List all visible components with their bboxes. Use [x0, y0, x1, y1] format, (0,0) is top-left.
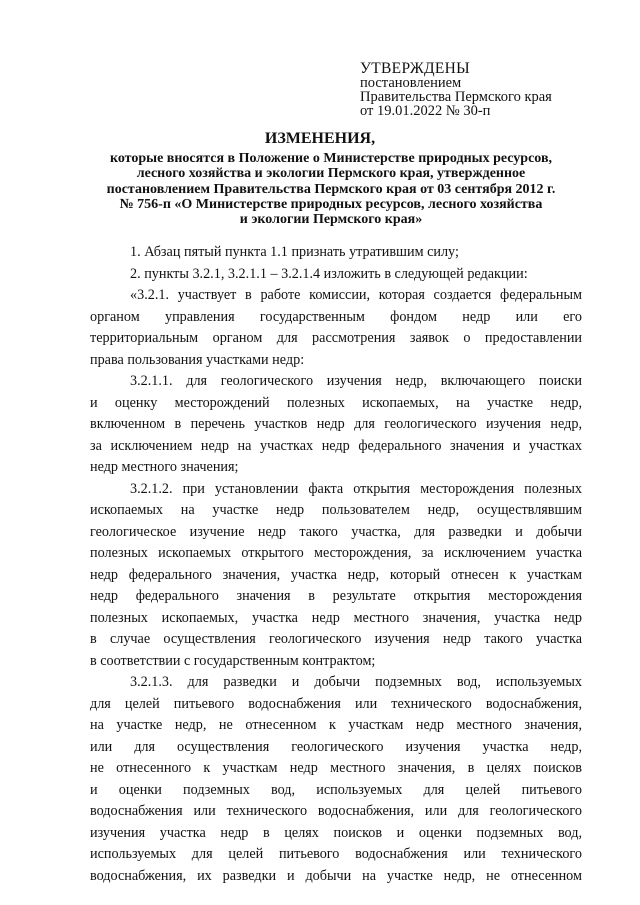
body-line: за исключением недр на участках недр федерального значения и участках [90, 437, 582, 454]
body-line: ископаемых на участке недр пользователем недр, осуществлявшим [90, 502, 582, 518]
body-line: 3.2.1.2. при установлении факта открытия месторождения полезных [130, 480, 582, 497]
body-line: и оценку месторождений полезных ископаемых, на участке недр, [90, 394, 582, 411]
body-line: или для осуществления геологического изучения участка недр, [90, 738, 582, 755]
body-line: изучения участка недр в целях поисков и оценки подземных вод, [90, 824, 582, 841]
body-line: органом управления государственным фондом недр или его [90, 308, 582, 325]
approval-line: постановлением [360, 75, 462, 91]
body-line: не отнесенного к участкам недр местного значения, в целях поисков [90, 760, 582, 776]
body-line: в случае осуществления геологического изучения недр такого участка [90, 631, 582, 647]
body-line: права пользования участками недр: [90, 351, 305, 368]
body-line: для целей питьевого водоснабжения или технического водоснабжения, [90, 695, 582, 712]
body-line: в соответствии с государственным контрактом; [90, 652, 376, 669]
body-line: 2. пункты 3.2.1, 3.2.1.1 – 3.2.1.4 изложить в следующей редакции: [130, 265, 528, 282]
subtitle-line: лесного хозяйства и экологии Пермского края, утвержденное [136, 166, 526, 182]
body-line: включенном в перечень участков недр для геологического изучения недр, [90, 416, 582, 432]
body-line: территориальным органом для рассмотрения заявок о предоставлении [90, 330, 582, 346]
body-line: на участке недр, не отнесенном к участкам недр местного значения, [90, 717, 582, 733]
body-line: недр федерального значения, участка недр, который отнесен к участкам [90, 566, 582, 583]
approval-line: Правительства Пермского края [360, 89, 552, 105]
body-line: «3.2.1. участвует в работе комиссии, которая создается федеральным [130, 287, 582, 303]
body-line: недр местного значения; [90, 459, 239, 475]
body-line: 3.2.1.3. для разведки и добычи подземных вод, используемых [130, 674, 582, 690]
approval-heading: УТВЕРЖДЕНЫ [360, 60, 470, 77]
body-line: 1. Абзац пятый пункта 1.1 признать утратившим силу; [130, 244, 459, 260]
body-line: водоснабжения, их разведки и добычи на участке недр, не отнесенном [90, 867, 582, 884]
body-line: полезных ископаемых открытого месторождения, за исключением участка [90, 545, 582, 561]
subtitle-line: № 756-п «О Министерстве природных ресурсов, лесного хозяйства [119, 196, 543, 212]
body-line: водоснабжения или технического водоснабжения, или для геологического [90, 803, 582, 819]
approval-stamp [360, 62, 552, 118]
body-line: полезных ископаемых, участка недр местного значения, участка недр [90, 609, 582, 626]
body-line: 3.2.1.1. для геологического изучения недр, включающего поиски [130, 373, 582, 389]
document-body [90, 242, 582, 887]
body-line: и оценки подземных вод, используемых для целей питьевого [90, 781, 582, 798]
body-line: недр федерального значения в результате открытия месторождения [90, 588, 582, 604]
document-title: ИЗМЕНЕНИЯ, [264, 130, 376, 147]
subtitle-line: и экологии Пермского края» [239, 212, 423, 228]
approval-line: от 19.01.2022 № 30-п [360, 103, 491, 119]
document-subtitle [60, 151, 602, 227]
body-line: геологическое изучение недр такого участка, для разведки и добычи [90, 523, 582, 540]
body-line: используемых для целей питьевого водоснабжения или технического [90, 846, 582, 862]
subtitle-line: постановлением Правительства Пермского края от 03 сентября 2012 г. [106, 181, 556, 197]
subtitle-line: которые вносятся в Положение о Министерстве природных ресурсов, [109, 151, 553, 166]
